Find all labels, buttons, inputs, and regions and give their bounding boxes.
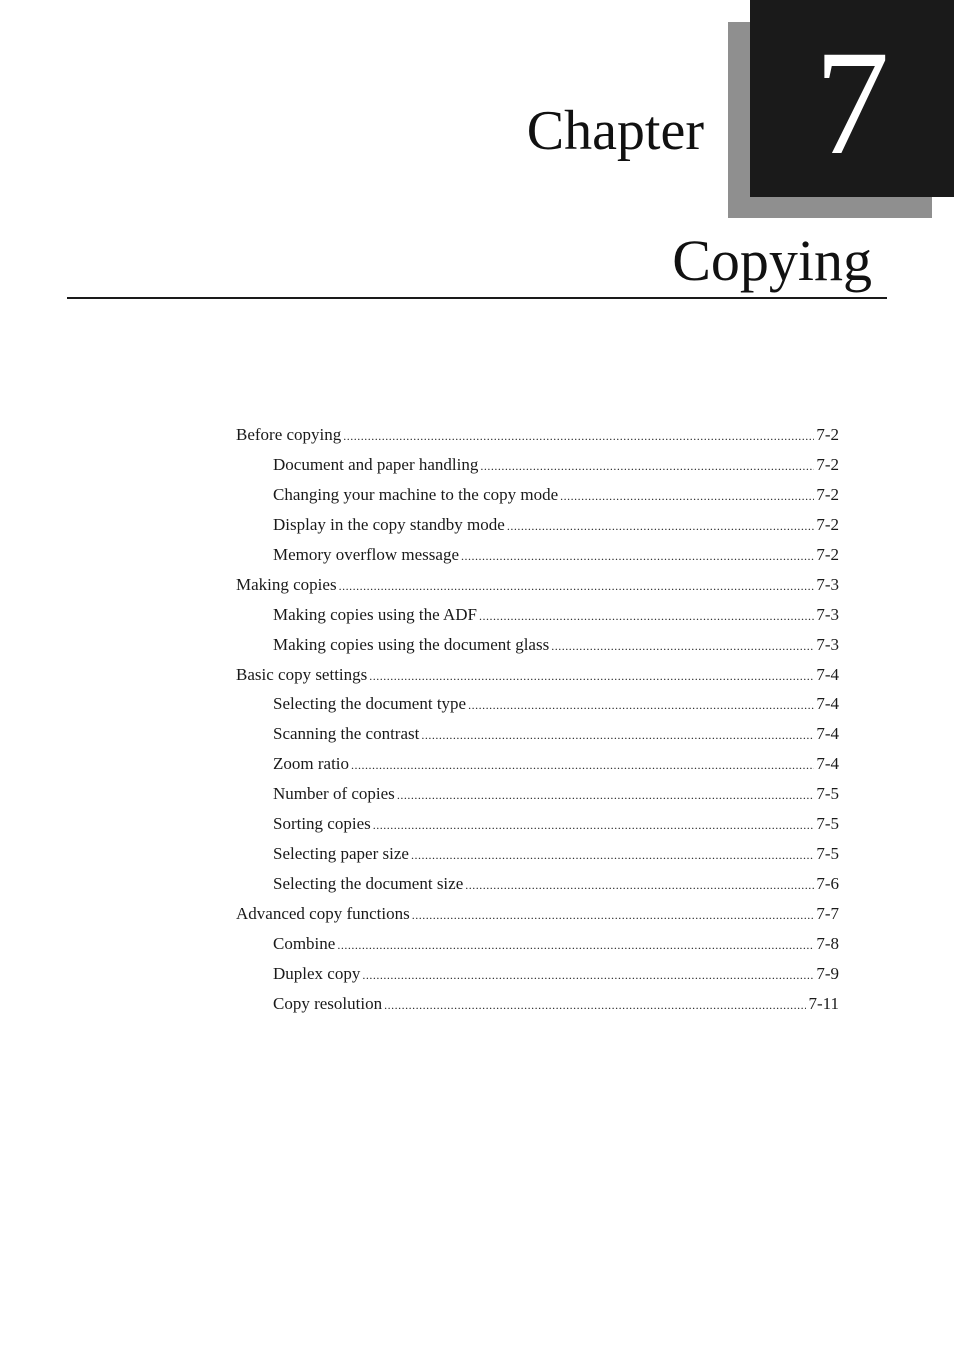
toc-entry-label: Number of copies [273,784,395,804]
toc-entry-page: 7-7 [816,904,839,923]
toc-entry[interactable] [236,420,839,450]
toc-entry-label: Making copies using the ADF [273,604,477,624]
toc-dot-leader [461,542,814,572]
toc-entry-label: Making copies [236,574,337,594]
toc-dot-leader [343,422,814,452]
toc-entry[interactable] [236,450,839,480]
toc-dot-leader [369,662,814,692]
toc-entry-page: 7-2 [816,425,839,444]
toc-dot-leader [337,931,814,961]
toc-entry-page: 7-2 [816,484,839,504]
toc-dot-leader [373,811,815,841]
toc-dot-leader [480,452,814,482]
toc-dot-leader [468,691,814,721]
toc-entry-label: Selecting the document type [273,694,467,714]
toc-entry-page: 7-2 [816,514,839,534]
toc-entry[interactable] [236,630,839,660]
toc-entry-label: Combine [273,933,336,953]
toc-entry-label: Memory overflow message [273,544,460,564]
toc-entry-label: Sorting copies [273,814,371,834]
toc-entry-page: 7-4 [816,664,839,684]
toc-entry[interactable] [236,600,839,630]
toc-entry[interactable] [236,570,839,600]
toc-entry[interactable] [236,540,839,570]
toc-entry-label: Before copying [236,425,342,444]
toc-entry-label: Selecting the document size [273,874,464,894]
toc-entry[interactable] [236,929,839,959]
toc-entry-label: Scanning the contrast [273,724,420,744]
toc-entry-page: 7-3 [816,634,839,654]
toc-entry-page: 7-4 [816,724,839,744]
chapter-title: Copying [672,228,872,293]
toc-entry-label: Basic copy settings [236,664,368,684]
toc-entry[interactable] [236,809,839,839]
toc-entry-page: 7-5 [816,784,839,804]
toc-dot-leader [339,572,815,602]
toc-entry-page: 7-6 [816,874,839,894]
toc-dot-leader [351,751,814,781]
toc-entry[interactable] [236,959,839,989]
toc-entry-page: 7-3 [816,574,839,594]
toc-entry-page: 7-11 [808,993,839,1013]
toc-entry[interactable] [236,719,839,749]
toc-dot-leader [384,991,806,1021]
toc-dot-leader [551,632,814,662]
toc-entry[interactable] [236,510,839,540]
toc-entry-page: 7-2 [816,454,839,474]
toc-entry-label: Duplex copy [273,963,361,983]
toc-dot-leader [421,721,814,751]
toc-dot-leader [465,871,814,901]
toc-dot-leader [397,781,815,811]
toc-entry-label: Zoom ratio [273,754,350,774]
toc-entry[interactable] [236,869,839,899]
toc-dot-leader [507,512,815,542]
toc-dot-leader [362,961,814,991]
toc-entry[interactable] [236,689,839,719]
toc-entry-page: 7-3 [816,604,839,624]
toc-entry-page: 7-4 [816,754,839,774]
toc-entry-label: Advanced copy functions [236,904,410,923]
title-rule [67,297,887,299]
toc-entry-label: Changing your machine to the copy mode [273,484,559,504]
toc-dot-leader [411,841,814,871]
toc-dot-leader [560,482,814,512]
toc-entry[interactable] [236,989,839,1019]
toc-entry[interactable] [236,480,839,510]
toc-entry-label: Display in the copy standby mode [273,514,505,534]
toc-entry[interactable] [236,749,839,779]
chapter-word: Chapter [526,100,704,162]
toc-entry-label: Selecting paper size [273,844,409,864]
toc-entry-page: 7-4 [816,694,839,714]
toc-entry-page: 7-5 [816,844,839,864]
toc-entry[interactable] [236,660,839,690]
toc-entry[interactable] [236,839,839,869]
toc-entry-page: 7-5 [816,814,839,834]
toc-entry-label: Making copies using the document glass [273,634,550,654]
chapter-number: 7 [814,20,890,186]
table-of-contents [236,420,839,1019]
toc-entry-page: 7-9 [816,963,839,983]
toc-entry-page: 7-8 [816,933,839,953]
toc-entry-label: Document and paper handling [273,454,479,474]
toc-entry[interactable] [236,899,839,929]
toc-dot-leader [479,602,814,632]
toc-entry-page: 7-2 [816,544,839,564]
toc-entry-label: Copy resolution [273,993,383,1013]
toc-dot-leader [412,901,815,931]
toc-entry[interactable] [236,779,839,809]
